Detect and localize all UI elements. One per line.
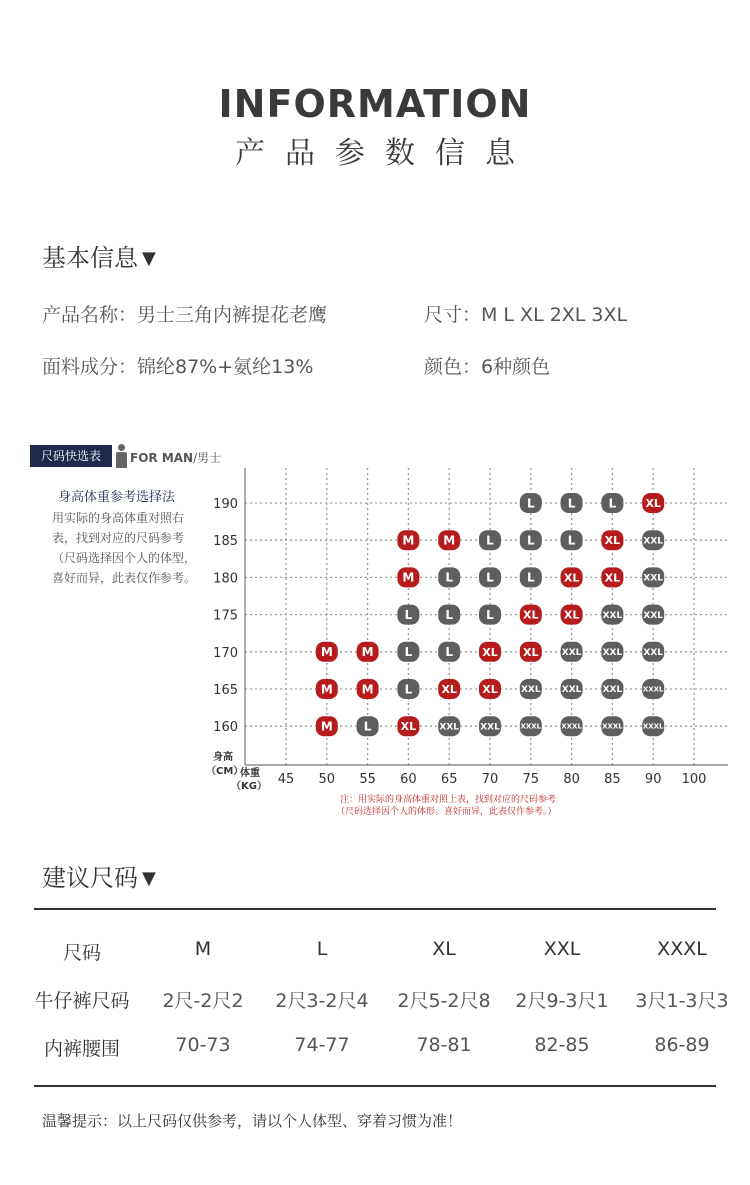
size-cell-label: XXXL — [642, 722, 664, 731]
x-tick-label: 100 — [681, 772, 707, 787]
chart-note-1: 注：用实际的身高体重对照上表，找到对应的尺码参考 — [340, 795, 557, 805]
size-cell-label: XXL — [643, 573, 664, 584]
size-cell-label: L — [486, 570, 494, 585]
size-cell-label: XXL — [480, 722, 500, 733]
y-tick-label: 185 — [213, 534, 238, 550]
size-cell-label: XXXL — [602, 722, 623, 731]
size-cell-label: XL — [563, 608, 580, 622]
size-cell-label: L — [445, 607, 454, 622]
size-cell-label: L — [404, 607, 413, 622]
table-header-cell: L — [316, 938, 328, 960]
size-cell-label: L — [404, 645, 413, 660]
size-cell-label: M — [402, 570, 415, 585]
table-header-cell: XXL — [543, 938, 581, 960]
size-cell-label: XXL — [561, 685, 582, 696]
x-tick-label: 75 — [522, 772, 540, 787]
size-cell-label: M — [320, 682, 333, 697]
size-cell-label: L — [486, 533, 494, 548]
size-cell-label: L — [567, 496, 576, 511]
size-cell-label: XL — [604, 534, 621, 548]
size-cell-label: M — [402, 533, 415, 548]
x-tick-label: 90 — [644, 772, 662, 787]
size-cell-label: XL — [523, 608, 539, 622]
product-color: 颜色：6种颜色 — [424, 356, 551, 378]
y-tick-label: 180 — [213, 571, 238, 587]
y-tick-label: 165 — [213, 683, 238, 698]
size-cell-label: L — [526, 496, 535, 511]
x-tick-label: 45 — [277, 772, 295, 787]
size-cell-label: XL — [563, 571, 580, 585]
size-cell-label: XL — [523, 645, 539, 659]
size-cell-label: XL — [604, 571, 621, 585]
table-cell: 牛仔裤尺码 — [34, 990, 130, 1012]
suggest-title — [42, 858, 156, 893]
for-man-cn-text: /男士 — [193, 451, 222, 465]
size-cell-label: L — [445, 645, 454, 660]
size-cell-label: L — [363, 719, 372, 734]
y-tick-label: 160 — [213, 720, 238, 736]
header-title-cn: 产品参数信息 — [235, 136, 535, 171]
size-cell-label: XXL — [643, 648, 664, 659]
table-cell: 82-85 — [534, 1034, 590, 1056]
table-cell: 内裤腰围 — [43, 1038, 120, 1060]
table-header-cell: XXXL — [657, 938, 707, 960]
suggest-title-text: 建议尺码 — [42, 864, 138, 892]
size-cell-label: XXXL — [520, 722, 542, 731]
size-cell-label: L — [608, 496, 617, 511]
y-tick-label: 170 — [213, 645, 238, 661]
size-cell-label: XXXL — [561, 722, 582, 731]
table-cell: 2尺5-2尺8 — [397, 990, 491, 1012]
table-cell: 2尺9-3尺1 — [515, 990, 609, 1012]
x-axis-unit: （KG） — [231, 781, 267, 792]
size-cell-label: L — [526, 570, 535, 585]
size-cell-label: M — [361, 645, 374, 660]
size-cell-label: XXL — [602, 610, 623, 621]
size-cell-label: XXL — [643, 610, 664, 621]
x-tick-label: 70 — [481, 772, 499, 787]
table-header-cell: M — [194, 938, 212, 960]
x-tick-label: 65 — [440, 772, 458, 787]
product-fabric: 面料成分：锦纶87%+氨纶13% — [42, 356, 314, 378]
size-cell-label: XL — [482, 645, 498, 659]
y-axis-title: 身高 — [213, 752, 233, 763]
y-tick-label: 175 — [213, 608, 238, 624]
y-tick-label: 190 — [213, 497, 238, 512]
size-quick-tag: 尺码快选表 — [30, 445, 112, 467]
x-tick-label: 55 — [359, 772, 376, 787]
size-cell-label: M — [320, 645, 333, 660]
size-cell-label: XXL — [602, 648, 623, 659]
size-cell-label: M — [320, 719, 333, 734]
size-cell-label: L — [526, 533, 535, 548]
triangle-down-icon: ▼ — [142, 248, 156, 269]
size-cell-label: XXL — [561, 648, 582, 659]
size-cell-label: XXL — [643, 536, 664, 547]
product-size: 尺寸：M L XL 2XL 3XL — [424, 304, 628, 326]
table-cell: 74-77 — [294, 1034, 350, 1056]
header-title-en: INFORMATION — [218, 82, 532, 126]
x-tick-label: 80 — [563, 772, 580, 787]
size-cell-label: L — [404, 682, 413, 697]
table-bottom-rule — [34, 1085, 716, 1087]
size-cell-label: L — [567, 533, 576, 548]
footer-tip: 温馨提示：以上尺码仅供参考，请以个人体型、穿着习惯为准！ — [42, 1112, 463, 1130]
side-title: 身高体重参考选择法 — [58, 490, 176, 505]
size-cell-label: XL — [441, 682, 457, 696]
size-cell-label: L — [486, 607, 494, 622]
table-cell: 2尺3-2尺4 — [275, 990, 369, 1012]
x-tick-label: 85 — [604, 772, 621, 787]
size-cell-label: M — [443, 533, 456, 548]
size-cell-label: XXL — [602, 685, 623, 696]
basic-info-title-text: 基本信息 — [42, 244, 138, 272]
chart-note-2: （尺码选择因个人的体形。喜好而异，此表仅作参考。） — [336, 807, 557, 817]
table-top-rule — [34, 908, 716, 910]
side-description: 用实际的身高体重对照右表，找到对应的尺码参考（尺码选择因个人的体型，喜好而异，此表仅作参考。 — [52, 511, 197, 585]
table-cell: 2尺-2尺2 — [162, 990, 244, 1012]
size-cell-label: M — [361, 682, 374, 697]
table-cell: 70-73 — [175, 1034, 231, 1056]
product-name: 产品名称：男士三角内裤提花老鹰 — [42, 304, 328, 326]
size-cell-label: XXL — [439, 722, 460, 733]
size-cell-label: L — [445, 570, 454, 585]
table-header-cell: XL — [432, 938, 456, 960]
for-man-text: FOR MAN — [130, 451, 194, 465]
table-header-cell: 尺码 — [62, 942, 101, 964]
y-axis-unit: （CM） — [206, 766, 244, 777]
x-tick-label: 60 — [400, 772, 417, 787]
size-cell-label: XXL — [520, 685, 541, 696]
table-cell: 86-89 — [654, 1034, 710, 1056]
x-axis-title: 体重 — [240, 768, 260, 779]
x-tick-label: 50 — [318, 772, 336, 787]
size-cell-label: XXXL — [642, 685, 664, 694]
table-cell: 78-81 — [416, 1034, 472, 1056]
size-cell-label: XL — [400, 720, 417, 734]
table-cell: 3尺1-3尺3 — [635, 990, 729, 1012]
size-cell-label: XL — [482, 682, 498, 696]
size-cell-label: XL — [645, 496, 661, 510]
triangle-down-icon: ▼ — [142, 868, 156, 889]
